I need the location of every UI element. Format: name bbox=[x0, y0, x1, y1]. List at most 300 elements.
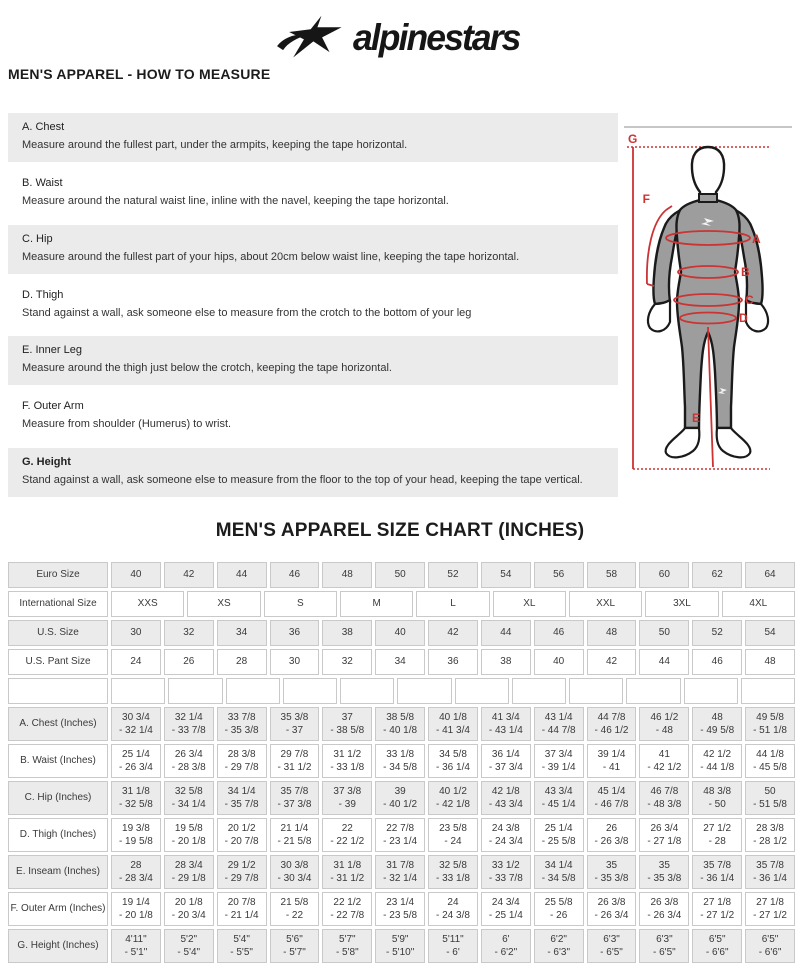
size-cell bbox=[692, 929, 742, 963]
size-cell bbox=[322, 781, 372, 815]
range-from: 24 3/8 bbox=[491, 822, 520, 834]
brand-name: alpinestars bbox=[353, 17, 520, 58]
size-row-label: C. Hip (Inches) bbox=[8, 781, 108, 815]
range-from: 35 bbox=[658, 859, 670, 871]
size-cell bbox=[587, 818, 637, 852]
size-cell bbox=[534, 892, 584, 926]
size-cell bbox=[692, 707, 742, 741]
range-from: 19 1/4 bbox=[122, 896, 150, 908]
measure-section-description: Measure around the fullest part, under the armpits, keeping the tape horizontal. bbox=[22, 139, 408, 151]
range-to: - 5'8" bbox=[335, 947, 359, 958]
range-from: 25 1/4 bbox=[544, 822, 573, 834]
size-row-waist bbox=[8, 744, 795, 778]
range-from: 35 7/8 bbox=[756, 859, 784, 871]
size-cell bbox=[639, 707, 689, 741]
size-cell bbox=[270, 892, 320, 926]
range-to: - 6'2" bbox=[494, 947, 518, 958]
size-cell: 44 bbox=[481, 620, 531, 646]
size-row-label: F. Outer Arm (Inches) bbox=[8, 892, 108, 926]
size-cell bbox=[283, 678, 337, 704]
range-from: 24 bbox=[447, 896, 459, 908]
measure-section-label: C. Hip bbox=[22, 232, 53, 245]
size-cell bbox=[481, 929, 531, 963]
size-cell bbox=[534, 818, 584, 852]
size-cell bbox=[322, 744, 372, 778]
size-row-us-size bbox=[8, 620, 795, 646]
size-cell bbox=[168, 678, 222, 704]
size-cell bbox=[639, 744, 689, 778]
range-from: 6'3" bbox=[656, 933, 673, 945]
size-cell bbox=[375, 892, 425, 926]
size-cell bbox=[164, 818, 214, 852]
range-from: 26 3/8 bbox=[597, 896, 626, 908]
size-row-chest bbox=[8, 707, 795, 741]
size-cell bbox=[428, 892, 478, 926]
range-to: - 33 7/8 bbox=[171, 725, 206, 736]
size-cell: M bbox=[340, 591, 413, 617]
range-to: - 24 bbox=[444, 836, 462, 847]
size-cell bbox=[745, 818, 795, 852]
size-cell bbox=[164, 707, 214, 741]
range-to: - 39 1/4 bbox=[541, 762, 576, 773]
range-to: - 36 1/4 bbox=[753, 873, 787, 884]
size-cell: L bbox=[416, 591, 489, 617]
size-cell bbox=[270, 781, 320, 815]
range-to: - 39 bbox=[338, 799, 356, 810]
size-row-label: G. Height (Inches) bbox=[8, 929, 108, 963]
range-from: 31 1/8 bbox=[122, 785, 150, 797]
size-cell bbox=[692, 892, 742, 926]
range-to: - 27 1/2 bbox=[700, 910, 735, 921]
size-cell bbox=[428, 818, 478, 852]
label-d: D bbox=[739, 311, 748, 325]
size-cell bbox=[534, 929, 584, 963]
range-to: - 37 bbox=[285, 725, 304, 736]
range-to: - 33 1/8 bbox=[330, 762, 365, 773]
size-cell bbox=[164, 744, 214, 778]
range-to: - 20 3/4 bbox=[171, 910, 206, 921]
size-cell: 26 bbox=[164, 649, 214, 675]
size-row-label: E. Inseam (Inches) bbox=[8, 855, 108, 889]
size-cell bbox=[639, 929, 689, 963]
range-to: - 42 1/8 bbox=[436, 799, 470, 810]
size-cell: 3XL bbox=[645, 591, 718, 617]
range-to: - 6'6" bbox=[705, 947, 729, 958]
range-from: 26 3/4 bbox=[174, 748, 203, 760]
size-cell bbox=[481, 818, 531, 852]
measure-section-c-hip bbox=[8, 225, 618, 274]
range-from: 34 5/8 bbox=[439, 748, 467, 760]
range-from: 48 bbox=[711, 711, 723, 723]
range-from: 5'11" bbox=[442, 933, 464, 945]
range-to: - 48 3/8 bbox=[647, 799, 682, 810]
range-from: 28 3/4 bbox=[174, 859, 203, 871]
size-cell bbox=[217, 855, 267, 889]
size-cell bbox=[692, 781, 742, 815]
size-cell bbox=[745, 744, 795, 778]
range-from: 35 bbox=[605, 859, 618, 871]
range-from: 44 7/8 bbox=[597, 711, 626, 723]
size-cell bbox=[164, 892, 214, 926]
size-cell bbox=[340, 678, 394, 704]
size-cell: 52 bbox=[692, 620, 742, 646]
measure-section-a-chest bbox=[8, 113, 618, 162]
size-cell bbox=[375, 818, 425, 852]
size-cell bbox=[164, 855, 214, 889]
range-from: 43 1/4 bbox=[544, 711, 573, 723]
range-from: 40 1/8 bbox=[439, 711, 467, 723]
size-cell: XS bbox=[187, 591, 260, 617]
size-cell: 24 bbox=[111, 649, 161, 675]
measure-section-description: Measure from shoulder (Humerus) to wrist. bbox=[22, 418, 232, 431]
size-row-label: U.S. Pant Size bbox=[8, 649, 108, 675]
range-from: 19 5/8 bbox=[174, 822, 203, 834]
range-to: - 23 5/8 bbox=[383, 910, 418, 921]
size-cell bbox=[270, 818, 320, 852]
size-cell bbox=[322, 707, 372, 741]
range-to: - 26 3/4 bbox=[647, 910, 682, 921]
range-to: - 5'10" bbox=[386, 947, 415, 958]
range-from: 22 1/2 bbox=[333, 896, 362, 908]
size-cell bbox=[481, 744, 531, 778]
range-to: - 27 1/2 bbox=[753, 910, 787, 921]
range-from: 36 1/4 bbox=[491, 748, 520, 760]
range-to: - 26 3/4 bbox=[594, 910, 629, 921]
size-cell: XXL bbox=[569, 591, 642, 617]
range-from: 24 3/4 bbox=[491, 896, 520, 908]
size-cell bbox=[428, 781, 478, 815]
range-to: - 24 3/4 bbox=[488, 836, 523, 847]
measure-section-description: Measure around the natural waist line, inline with the navel, keeping the tape horizontal. bbox=[22, 194, 449, 207]
range-from: 27 1/8 bbox=[703, 896, 732, 908]
size-cell bbox=[587, 707, 637, 741]
size-cell bbox=[587, 855, 637, 889]
size-row-outer-arm bbox=[8, 892, 795, 926]
brand-logo bbox=[0, 10, 800, 66]
range-from: 23 5/8 bbox=[439, 822, 467, 834]
range-to: - 46 1/2 bbox=[594, 725, 629, 736]
size-cell: 62 bbox=[692, 562, 742, 588]
size-cell bbox=[217, 744, 267, 778]
range-to: - 36 1/4 bbox=[436, 762, 470, 773]
range-from: 42 1/2 bbox=[703, 748, 732, 760]
range-to: - 5'7" bbox=[283, 947, 306, 958]
range-from: 5'2" bbox=[180, 933, 198, 945]
size-cell bbox=[270, 707, 320, 741]
range-to: - 44 1/8 bbox=[700, 762, 735, 773]
range-from: 26 3/4 bbox=[650, 822, 679, 834]
range-to: - 33 1/8 bbox=[436, 873, 470, 884]
range-to: - 29 7/8 bbox=[224, 873, 259, 884]
range-from: 5'6" bbox=[286, 933, 303, 945]
range-from: 32 5/8 bbox=[439, 859, 467, 871]
size-cell bbox=[111, 929, 161, 963]
range-to: - 41 bbox=[602, 762, 621, 773]
size-cell bbox=[455, 678, 509, 704]
range-from: 5'4" bbox=[233, 933, 250, 945]
size-row-hip bbox=[8, 781, 795, 815]
measure-section-label: D. Thigh bbox=[22, 288, 64, 301]
size-cell: 46 bbox=[692, 649, 742, 675]
range-from: 32 1/4 bbox=[174, 711, 203, 723]
range-to: - 43 1/4 bbox=[488, 725, 523, 736]
range-from: 39 1/4 bbox=[597, 748, 626, 760]
size-cell bbox=[375, 744, 425, 778]
range-from: 20 7/8 bbox=[227, 896, 256, 908]
size-cell bbox=[217, 818, 267, 852]
size-cell bbox=[534, 744, 584, 778]
range-to: - 6'3" bbox=[547, 947, 571, 958]
size-cell bbox=[270, 744, 320, 778]
label-f: F bbox=[642, 192, 650, 206]
size-row-international-size bbox=[8, 591, 795, 617]
range-to: - 49 5/8 bbox=[700, 725, 735, 736]
range-to: - 24 3/8 bbox=[436, 910, 470, 921]
size-cell: 50 bbox=[375, 562, 425, 588]
size-cell: 46 bbox=[534, 620, 584, 646]
range-from: 6'2" bbox=[550, 933, 567, 945]
size-cell: 46 bbox=[270, 562, 320, 588]
measurement-figure bbox=[620, 122, 796, 514]
size-cell bbox=[481, 707, 531, 741]
measure-section-label: G. Height bbox=[22, 456, 71, 469]
range-from: 6'5" bbox=[708, 933, 726, 945]
range-to: - 20 7/8 bbox=[224, 836, 259, 847]
size-cell: 32 bbox=[322, 649, 372, 675]
range-from: 26 3/8 bbox=[650, 896, 679, 908]
range-to: - 29 7/8 bbox=[224, 762, 259, 773]
range-to: - 28 3/8 bbox=[171, 762, 206, 773]
range-from: 25 1/4 bbox=[122, 748, 150, 760]
size-cell bbox=[745, 892, 795, 926]
range-from: 26 bbox=[605, 822, 618, 834]
range-to: - 23 1/4 bbox=[383, 836, 418, 847]
range-to: - 21 5/8 bbox=[277, 836, 312, 847]
size-cell bbox=[217, 707, 267, 741]
range-from: 40 1/2 bbox=[439, 785, 467, 797]
size-cell bbox=[322, 892, 372, 926]
range-to: - 28 1/2 bbox=[753, 836, 787, 847]
label-g: G bbox=[628, 132, 638, 146]
size-cell bbox=[375, 707, 425, 741]
size-cell: 54 bbox=[745, 620, 795, 646]
range-from: 21 1/4 bbox=[280, 822, 309, 834]
size-row-label bbox=[8, 678, 108, 704]
size-cell bbox=[587, 929, 637, 963]
range-from: 19 3/8 bbox=[122, 822, 150, 834]
measure-section-label: A. Chest bbox=[22, 121, 65, 133]
size-row-inseam bbox=[8, 855, 795, 889]
range-to: - 38 5/8 bbox=[330, 725, 365, 736]
range-from: 35 7/8 bbox=[280, 785, 309, 797]
size-row-euro-size bbox=[8, 562, 795, 588]
size-cell bbox=[397, 678, 451, 704]
size-cell bbox=[745, 781, 795, 815]
range-from: 49 5/8 bbox=[756, 711, 784, 723]
size-cell: 48 bbox=[322, 562, 372, 588]
range-to: - 5'5" bbox=[230, 947, 253, 958]
range-from: 32 5/8 bbox=[174, 785, 203, 797]
size-cell: 42 bbox=[587, 649, 637, 675]
range-to: - 26 bbox=[550, 910, 568, 921]
size-row-thigh bbox=[8, 818, 795, 852]
size-cell bbox=[481, 855, 531, 889]
range-to: - 34 5/8 bbox=[541, 873, 576, 884]
range-from: 39 bbox=[394, 785, 406, 797]
size-cell bbox=[111, 781, 161, 815]
range-from: 29 7/8 bbox=[280, 748, 309, 760]
range-to: - 5'4" bbox=[177, 947, 201, 958]
range-to: - 26 3/8 bbox=[594, 836, 629, 847]
measure-section-label: F. Outer Arm bbox=[22, 400, 84, 413]
size-cell bbox=[164, 929, 214, 963]
size-cell bbox=[322, 855, 372, 889]
range-to: - 45 1/4 bbox=[541, 799, 576, 810]
range-from: 21 5/8 bbox=[280, 896, 309, 908]
range-to: - 25 1/4 bbox=[488, 910, 523, 921]
size-cell bbox=[639, 855, 689, 889]
size-cell: 44 bbox=[217, 562, 267, 588]
label-a: A bbox=[752, 232, 761, 246]
size-cell: 60 bbox=[639, 562, 689, 588]
size-cell bbox=[587, 781, 637, 815]
range-from: 28 bbox=[130, 859, 142, 871]
size-cell bbox=[745, 929, 795, 963]
size-cell bbox=[692, 855, 742, 889]
range-from: 38 5/8 bbox=[386, 711, 415, 723]
size-cell: 44 bbox=[639, 649, 689, 675]
size-cell bbox=[111, 818, 161, 852]
size-cell: 28 bbox=[217, 649, 267, 675]
range-from: 41 3/4 bbox=[491, 711, 520, 723]
range-from: 37 3/4 bbox=[544, 748, 573, 760]
range-to: - 36 1/4 bbox=[700, 873, 735, 884]
size-row-label: B. Waist (Inches) bbox=[8, 744, 108, 778]
size-cell: 4XL bbox=[722, 591, 795, 617]
range-from: 41 bbox=[658, 748, 670, 760]
measure-section-label: E. Inner Leg bbox=[22, 344, 82, 357]
range-to: - 20 1/8 bbox=[118, 910, 153, 921]
range-from: 35 3/8 bbox=[280, 711, 309, 723]
size-cell bbox=[428, 929, 478, 963]
range-from: 35 7/8 bbox=[703, 859, 732, 871]
range-to: - 32 1/4 bbox=[118, 725, 153, 736]
range-from: 6'5" bbox=[761, 933, 779, 945]
range-from: 22 bbox=[341, 822, 353, 834]
size-cell: 34 bbox=[375, 649, 425, 675]
body-diagram bbox=[620, 122, 796, 514]
label-b: B bbox=[741, 265, 750, 279]
range-to: - 19 5/8 bbox=[118, 836, 153, 847]
size-cell: 34 bbox=[217, 620, 267, 646]
range-from: 20 1/2 bbox=[227, 822, 256, 834]
size-cell bbox=[639, 892, 689, 926]
range-to: - 32 1/4 bbox=[383, 873, 418, 884]
size-cell bbox=[217, 892, 267, 926]
range-to: - 6' bbox=[446, 947, 460, 958]
size-cell: 42 bbox=[164, 562, 214, 588]
measure-section-f-outer-arm bbox=[8, 392, 618, 441]
range-from: 23 1/4 bbox=[386, 896, 415, 908]
range-to: - 22 1/2 bbox=[330, 836, 365, 847]
size-cell bbox=[481, 892, 531, 926]
range-from: 37 bbox=[341, 711, 353, 723]
range-to: - 48 bbox=[655, 725, 673, 736]
measure-section-g-height bbox=[8, 448, 618, 497]
size-cell: S bbox=[264, 591, 337, 617]
range-from: 5'7" bbox=[339, 933, 356, 945]
size-cell: 58 bbox=[587, 562, 637, 588]
size-cell bbox=[639, 818, 689, 852]
range-from: 30 3/4 bbox=[122, 711, 150, 723]
size-cell: 38 bbox=[322, 620, 372, 646]
size-cell: 36 bbox=[270, 620, 320, 646]
range-from: 46 1/2 bbox=[650, 711, 679, 723]
measure-section-d-thigh bbox=[8, 281, 618, 330]
range-from: 48 3/8 bbox=[703, 785, 732, 797]
range-from: 31 1/2 bbox=[333, 748, 362, 760]
size-cell bbox=[217, 781, 267, 815]
size-cell: 38 bbox=[481, 649, 531, 675]
measure-section-b-waist bbox=[8, 169, 618, 218]
measure-section-e-inner-leg bbox=[8, 336, 618, 385]
range-to: - 20 1/8 bbox=[171, 836, 206, 847]
size-row-height bbox=[8, 929, 795, 963]
size-row-label: International Size bbox=[8, 591, 108, 617]
range-from: 31 1/8 bbox=[333, 859, 362, 871]
range-to: - 28 bbox=[708, 836, 726, 847]
size-cell bbox=[226, 678, 280, 704]
range-to: - 25 5/8 bbox=[541, 836, 576, 847]
size-cell: 64 bbox=[745, 562, 795, 588]
size-cell bbox=[375, 855, 425, 889]
size-cell bbox=[428, 855, 478, 889]
size-cell bbox=[111, 855, 161, 889]
alpinestars-star-icon bbox=[273, 12, 347, 64]
range-to: - 34 5/8 bbox=[383, 762, 418, 773]
range-from: 6'3" bbox=[603, 933, 620, 945]
size-cell: 32 bbox=[164, 620, 214, 646]
size-cell bbox=[626, 678, 680, 704]
size-row-label: Euro Size bbox=[8, 562, 108, 588]
range-to: - 28 3/4 bbox=[118, 873, 153, 884]
size-cell: 40 bbox=[375, 620, 425, 646]
range-from: 43 3/4 bbox=[544, 785, 573, 797]
range-from: 27 1/8 bbox=[756, 896, 784, 908]
size-cell bbox=[745, 855, 795, 889]
size-cell: 30 bbox=[111, 620, 161, 646]
size-cell bbox=[322, 929, 372, 963]
range-to: - 50 bbox=[708, 799, 726, 810]
range-to: - 29 1/8 bbox=[171, 873, 206, 884]
size-chart bbox=[8, 562, 795, 963]
measure-section-description: Stand against a wall, ask someone else to measure from the crotch to the bottom of your leg bbox=[22, 306, 472, 319]
size-row-label: U.S. Size bbox=[8, 620, 108, 646]
size-cell bbox=[217, 929, 267, 963]
range-to: - 41 3/4 bbox=[436, 725, 470, 736]
range-to: - 31 1/2 bbox=[330, 873, 365, 884]
size-cell bbox=[111, 744, 161, 778]
range-from: 25 5/8 bbox=[544, 896, 573, 908]
measure-section-label: B. Waist bbox=[22, 176, 63, 189]
size-cell bbox=[692, 744, 742, 778]
range-to: - 22 bbox=[285, 910, 304, 921]
range-to: - 21 1/4 bbox=[224, 910, 259, 921]
range-from: 33 7/8 bbox=[227, 711, 256, 723]
range-to: - 34 1/4 bbox=[171, 799, 206, 810]
range-to: - 35 7/8 bbox=[224, 799, 259, 810]
range-from: 20 1/8 bbox=[174, 896, 203, 908]
